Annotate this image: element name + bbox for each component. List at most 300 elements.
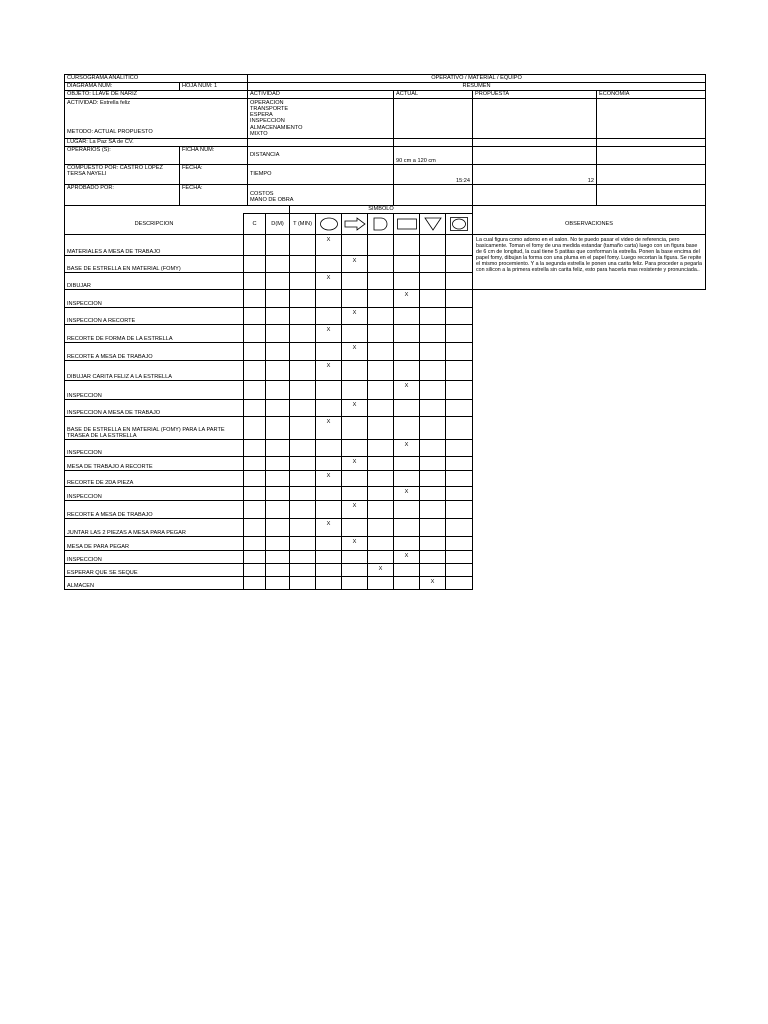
step-symbol-cell xyxy=(368,273,394,290)
step-description xyxy=(65,417,244,440)
time-actual: 15:24 xyxy=(394,165,473,185)
step-c-cell xyxy=(244,487,266,501)
step-symbol-cell xyxy=(394,501,420,519)
step-symbol-cell xyxy=(342,564,368,577)
step-time-cell xyxy=(290,308,316,325)
step-symbol-cell xyxy=(316,487,342,501)
step-mark: X xyxy=(326,363,331,369)
step-symbol-cell xyxy=(446,343,473,361)
observations-header-top xyxy=(473,206,706,214)
object-label: OBJETO: LLAVE DE NARIZ xyxy=(65,91,248,99)
step-symbol-cell xyxy=(394,564,420,577)
step-symbol-cell xyxy=(420,400,446,417)
step-distance-cell xyxy=(266,308,290,325)
time-column-header: T (MIN) xyxy=(290,214,316,235)
step-symbol-cell xyxy=(368,290,394,308)
proposed-column-header: PROPUESTA xyxy=(473,91,597,99)
step-c-cell xyxy=(244,273,266,290)
step-symbol-cell xyxy=(394,577,420,590)
step-description-text: JUNTAR LAS 2 PIEZAS A MESA PARA PEGAR xyxy=(67,529,186,536)
step-distance-cell xyxy=(266,551,290,564)
step-symbol-cell xyxy=(420,577,446,590)
step-distance-cell xyxy=(266,537,290,551)
step-description xyxy=(65,256,244,273)
summary-title: OPERATIVO / MATERIAL / EQUIPO xyxy=(248,75,706,83)
step-symbol-cell xyxy=(368,577,394,590)
form-number-label: FICHA NUM: xyxy=(180,147,248,165)
step-distance-cell xyxy=(266,235,290,256)
step-symbol-cell xyxy=(420,537,446,551)
time-proposed: 12 xyxy=(473,165,597,185)
step-description-text: ESPERAR QUE SE SEQUE xyxy=(67,569,138,576)
step-distance-cell xyxy=(266,290,290,308)
step-mark: X xyxy=(326,419,331,425)
step-symbol-cell xyxy=(394,235,420,256)
approved-by-label: APROBADO POR: xyxy=(65,185,180,206)
step-symbol-cell xyxy=(420,417,446,440)
step-time-cell xyxy=(290,537,316,551)
step-time-cell xyxy=(290,343,316,361)
activities-actual-cell xyxy=(394,99,473,139)
step-symbol-cell xyxy=(446,361,473,381)
step-distance-cell xyxy=(266,519,290,537)
c-column-header: C xyxy=(244,214,266,235)
step-mark: X xyxy=(352,258,357,264)
step-mark: X xyxy=(404,553,409,559)
step-symbol-cell xyxy=(446,501,473,519)
step-mark: X xyxy=(352,459,357,465)
step-symbol-cell xyxy=(446,400,473,417)
economy-column-header: ECONOMIA xyxy=(597,91,706,99)
step-symbol-cell xyxy=(446,273,473,290)
step-mark: X xyxy=(352,310,357,316)
step-symbol-cell xyxy=(342,308,368,325)
step-time-cell xyxy=(290,487,316,501)
step-symbol-cell xyxy=(368,343,394,361)
step-symbol-cell xyxy=(316,440,342,457)
step-distance-cell xyxy=(266,440,290,457)
step-symbol-cell xyxy=(316,519,342,537)
step-time-cell xyxy=(290,417,316,440)
step-distance-cell xyxy=(266,361,290,381)
step-symbol-cell xyxy=(316,290,342,308)
step-symbol-cell xyxy=(446,457,473,471)
step-time-cell xyxy=(290,564,316,577)
step-description-text: RECORTE DE 2DA PIEZA xyxy=(67,479,134,486)
approved-date-label: FECHA: xyxy=(180,185,248,206)
step-symbol-cell xyxy=(446,551,473,564)
step-c-cell xyxy=(244,400,266,417)
step-symbol-cell xyxy=(368,400,394,417)
symbol-heading: SIMBOLO xyxy=(290,206,473,214)
step-mark: X xyxy=(352,345,357,351)
step-description xyxy=(65,501,244,519)
step-symbol-cell xyxy=(316,577,342,590)
step-description xyxy=(65,325,244,343)
actual-column-header: ACTUAL xyxy=(394,91,473,99)
step-symbol-cell xyxy=(316,501,342,519)
step-description-text: INSPECCION xyxy=(67,556,102,563)
step-description-text: ALMACEN xyxy=(67,582,95,589)
operation-symbol xyxy=(316,214,342,235)
step-symbol-cell xyxy=(420,551,446,564)
step-symbol-cell xyxy=(446,471,473,487)
activities-filler xyxy=(248,139,394,147)
step-time-cell xyxy=(290,400,316,417)
step-symbol-cell xyxy=(368,501,394,519)
step-description xyxy=(65,551,244,564)
step-symbol-cell xyxy=(394,273,420,290)
activity-operation: OPERACION xyxy=(250,99,284,106)
step-time-cell xyxy=(290,361,316,381)
step-c-cell xyxy=(244,256,266,273)
diagram-number-label: DIAGRAMA NUM: xyxy=(65,83,180,91)
step-symbol-cell xyxy=(420,308,446,325)
step-symbol-cell xyxy=(368,361,394,381)
step-symbol-cell xyxy=(394,308,420,325)
step-description xyxy=(65,471,244,487)
method-label: METODO: ACTUAL PROPUESTO xyxy=(67,129,153,135)
filler-cell xyxy=(473,139,597,147)
step-description xyxy=(65,487,244,501)
step-mark: X xyxy=(378,566,383,572)
step-symbol-cell xyxy=(342,273,368,290)
circle-icon xyxy=(319,217,339,231)
step-c-cell xyxy=(244,343,266,361)
step-symbol-cell xyxy=(394,343,420,361)
step-symbol-cell xyxy=(316,537,342,551)
step-c-cell xyxy=(244,361,266,381)
step-symbol-cell xyxy=(368,537,394,551)
time-economy xyxy=(597,165,706,185)
activity-column-header: ACTIVIDAD xyxy=(248,91,394,99)
activities-list xyxy=(248,99,394,139)
step-distance-cell xyxy=(266,325,290,343)
step-symbol-cell xyxy=(420,325,446,343)
step-c-cell xyxy=(244,381,266,400)
step-distance-cell xyxy=(266,564,290,577)
step-description-text: DIBUJAR xyxy=(67,282,91,289)
step-symbol-cell xyxy=(446,564,473,577)
step-symbol-cell xyxy=(342,361,368,381)
step-c-cell xyxy=(244,235,266,256)
activities-economy-cell xyxy=(597,99,706,139)
step-symbol-cell xyxy=(446,290,473,308)
step-mark: X xyxy=(404,489,409,495)
step-symbol-cell xyxy=(394,519,420,537)
step-distance-cell xyxy=(266,273,290,290)
step-symbol-cell xyxy=(420,457,446,471)
step-description-text: MESA DE PARA PEGAR xyxy=(67,543,130,550)
step-c-cell xyxy=(244,564,266,577)
step-symbol-cell xyxy=(368,381,394,400)
step-distance-cell xyxy=(266,457,290,471)
step-symbol-cell xyxy=(368,308,394,325)
step-symbol-cell xyxy=(342,290,368,308)
distance-label: DISTANCIA xyxy=(248,147,394,165)
step-mark: X xyxy=(326,275,331,281)
step-symbol-cell xyxy=(446,325,473,343)
step-symbol-cell xyxy=(342,487,368,501)
step-description-text: BASE DE ESTRELLA EN MATERIAL (FOMY) PARA LA PARTE xyxy=(67,426,225,433)
step-c-cell xyxy=(244,290,266,308)
step-time-cell xyxy=(290,440,316,457)
observations-column-header: OBSERVACIONES xyxy=(473,214,706,235)
activity-storage: ALMACENAMIENTO xyxy=(250,124,303,131)
step-c-cell xyxy=(244,519,266,537)
step-distance-cell xyxy=(266,400,290,417)
costs-label: COSTOS xyxy=(250,190,274,197)
costs-actual xyxy=(394,185,473,206)
step-c-cell xyxy=(244,551,266,564)
step-symbol-cell xyxy=(394,457,420,471)
step-mark: X xyxy=(430,579,435,585)
step-symbol-cell xyxy=(394,537,420,551)
table-row xyxy=(65,235,706,256)
process-steps xyxy=(65,235,706,590)
step-distance-cell xyxy=(266,343,290,361)
step-symbol-cell xyxy=(394,400,420,417)
step-symbol-cell xyxy=(368,551,394,564)
step-distance-cell xyxy=(266,256,290,273)
step-symbol-cell xyxy=(342,577,368,590)
step-symbol-cell xyxy=(420,290,446,308)
date-label: FECHA: xyxy=(180,165,248,185)
step-description-text: INSPECCION xyxy=(67,449,102,456)
step-description-text: TRASEA DE LA ESTRELLA xyxy=(67,432,137,439)
process-chart-table xyxy=(64,74,706,590)
step-c-cell xyxy=(244,325,266,343)
step-symbol-cell xyxy=(420,564,446,577)
step-distance-cell xyxy=(266,577,290,590)
step-description xyxy=(65,308,244,325)
delay-symbol xyxy=(368,214,394,235)
step-description xyxy=(65,457,244,471)
step-symbol-cell xyxy=(342,400,368,417)
composed-by-cell xyxy=(65,165,180,185)
operators-label: OPERARIOS (S): xyxy=(65,147,180,165)
distance-proposed xyxy=(473,147,597,165)
step-description-text: BASE DE ESTRELLA EN MATERIAL (FOMY) xyxy=(67,265,181,272)
step-symbol-cell xyxy=(394,256,420,273)
step-symbol-cell xyxy=(420,471,446,487)
step-time-cell xyxy=(290,325,316,343)
step-c-cell xyxy=(244,537,266,551)
step-description-text: INSPECCION A RECORTE xyxy=(67,317,136,324)
summary-heading: RESUMEN xyxy=(248,83,706,91)
step-description xyxy=(65,381,244,400)
step-symbol-cell xyxy=(394,325,420,343)
step-description-text: INSPECCION xyxy=(67,392,102,399)
step-description xyxy=(65,400,244,417)
step-c-cell xyxy=(244,577,266,590)
step-symbol-cell xyxy=(316,457,342,471)
step-description-text: RECORTE A MESA DE TRABAJO xyxy=(67,511,153,518)
step-distance-cell xyxy=(266,487,290,501)
step-symbol-cell xyxy=(316,361,342,381)
step-symbol-cell xyxy=(316,273,342,290)
step-symbol-cell xyxy=(316,308,342,325)
step-description-text: MATERIALES A MESA DE TRABAJO xyxy=(67,248,161,255)
step-symbol-cell xyxy=(394,551,420,564)
step-symbol-cell xyxy=(342,501,368,519)
step-symbol-cell xyxy=(394,381,420,400)
step-description-text: RECORTE DE FORMA DE LA ESTRELLA xyxy=(67,335,173,342)
activity-wait: ESPERA xyxy=(250,112,273,119)
step-symbol-cell xyxy=(394,417,420,440)
step-description-text: INSPECCION A MESA DE TRABAJO xyxy=(67,409,161,416)
step-distance-cell xyxy=(266,381,290,400)
step-symbol-cell xyxy=(420,501,446,519)
step-distance-cell xyxy=(266,417,290,440)
step-symbol-cell xyxy=(342,343,368,361)
step-symbol-cell xyxy=(316,417,342,440)
step-symbol-cell xyxy=(316,400,342,417)
description-header-top xyxy=(65,206,290,214)
step-mark: X xyxy=(404,442,409,448)
inspection-symbol xyxy=(394,214,420,235)
step-symbol-cell xyxy=(446,235,473,256)
step-symbol-cell xyxy=(368,471,394,487)
step-description xyxy=(65,564,244,577)
step-symbol-cell xyxy=(394,471,420,487)
step-symbol-cell xyxy=(316,471,342,487)
step-symbol-cell xyxy=(446,417,473,440)
step-symbol-cell xyxy=(420,235,446,256)
distance-economy xyxy=(597,147,706,165)
step-c-cell xyxy=(244,440,266,457)
step-symbol-cell xyxy=(420,343,446,361)
filler-cell xyxy=(394,139,473,147)
step-symbol-cell xyxy=(368,440,394,457)
arrow-icon xyxy=(344,217,366,231)
step-symbol-cell xyxy=(342,457,368,471)
step-description xyxy=(65,577,244,590)
time-label: TIEMPO xyxy=(248,165,394,185)
step-mark: X xyxy=(352,539,357,545)
step-symbol-cell xyxy=(316,235,342,256)
step-symbol-cell xyxy=(368,519,394,537)
step-time-cell xyxy=(290,256,316,273)
step-description-text: RECORTE A MESA DE TRABAJO xyxy=(67,353,153,360)
step-symbol-cell xyxy=(420,519,446,537)
filler-cell xyxy=(597,139,706,147)
d-shape-icon xyxy=(371,217,391,231)
step-distance-cell xyxy=(266,471,290,487)
step-time-cell xyxy=(290,501,316,519)
step-description xyxy=(65,343,244,361)
step-time-cell xyxy=(290,551,316,564)
step-symbol-cell xyxy=(342,417,368,440)
place-label: LUGAR: La Paz SA de CV. xyxy=(65,139,248,147)
step-symbol-cell xyxy=(316,343,342,361)
step-time-cell xyxy=(290,290,316,308)
step-symbol-cell xyxy=(420,381,446,400)
step-symbol-cell xyxy=(368,325,394,343)
step-time-cell xyxy=(290,519,316,537)
costs-economy xyxy=(597,185,706,206)
step-symbol-cell xyxy=(446,537,473,551)
combined-symbol xyxy=(446,214,473,235)
sheet-number-label: HOJA NUM: 1 xyxy=(180,83,248,91)
step-symbol-cell xyxy=(394,361,420,381)
step-symbol-cell xyxy=(316,325,342,343)
step-symbol-cell xyxy=(342,537,368,551)
step-symbol-cell xyxy=(446,381,473,400)
observations-empty-area xyxy=(473,290,706,590)
step-symbol-cell xyxy=(394,487,420,501)
step-time-cell xyxy=(290,471,316,487)
step-mark: X xyxy=(326,327,331,333)
square-icon xyxy=(396,217,418,231)
step-description-text: INSPECCION xyxy=(67,493,102,500)
activity-mixed: MIXTO xyxy=(250,130,268,137)
step-description xyxy=(65,361,244,381)
step-symbol-cell xyxy=(420,361,446,381)
form-title: CURSOGRAMA ANALITICO xyxy=(65,75,248,83)
step-description xyxy=(65,519,244,537)
step-symbol-cell xyxy=(446,256,473,273)
step-mark: X xyxy=(352,503,357,509)
step-symbol-cell xyxy=(316,551,342,564)
step-symbol-cell xyxy=(342,519,368,537)
process-chart-sheet xyxy=(64,74,705,590)
step-description xyxy=(65,235,244,256)
step-mark: X xyxy=(326,473,331,479)
labor-label: MANO DE OBRA xyxy=(250,196,294,203)
step-symbol-cell xyxy=(420,440,446,457)
triangle-icon xyxy=(423,217,443,231)
step-symbol-cell xyxy=(446,487,473,501)
step-symbol-cell xyxy=(420,256,446,273)
step-description xyxy=(65,537,244,551)
step-symbol-cell xyxy=(342,235,368,256)
step-c-cell xyxy=(244,457,266,471)
distance-column-header: D(M) xyxy=(266,214,290,235)
step-symbol-cell xyxy=(368,417,394,440)
step-symbol-cell xyxy=(368,235,394,256)
step-symbol-cell xyxy=(394,290,420,308)
costs-proposed xyxy=(473,185,597,206)
step-symbol-cell xyxy=(342,471,368,487)
table-row xyxy=(65,290,706,308)
circle-in-square-icon xyxy=(449,216,469,232)
step-c-cell xyxy=(244,417,266,440)
step-c-cell xyxy=(244,501,266,519)
step-symbol-cell xyxy=(342,325,368,343)
step-symbol-cell xyxy=(368,256,394,273)
step-symbol-cell xyxy=(342,256,368,273)
step-symbol-cell xyxy=(342,381,368,400)
step-time-cell xyxy=(290,273,316,290)
step-symbol-cell xyxy=(316,381,342,400)
step-time-cell xyxy=(290,235,316,256)
step-description xyxy=(65,440,244,457)
step-symbol-cell xyxy=(446,519,473,537)
step-symbol-cell xyxy=(446,308,473,325)
step-description-text: MESA DE TRABAJO A RECORTE xyxy=(67,463,153,470)
activities-proposed-cell xyxy=(473,99,597,139)
step-symbol-cell xyxy=(368,564,394,577)
step-symbol-cell xyxy=(394,440,420,457)
description-column-header: DESCRIPCION xyxy=(65,214,244,235)
step-symbol-cell xyxy=(446,577,473,590)
step-time-cell xyxy=(290,381,316,400)
step-c-cell xyxy=(244,471,266,487)
step-time-cell xyxy=(290,577,316,590)
activity-inspection: INSPECCION xyxy=(250,118,285,125)
step-symbol-cell xyxy=(368,487,394,501)
